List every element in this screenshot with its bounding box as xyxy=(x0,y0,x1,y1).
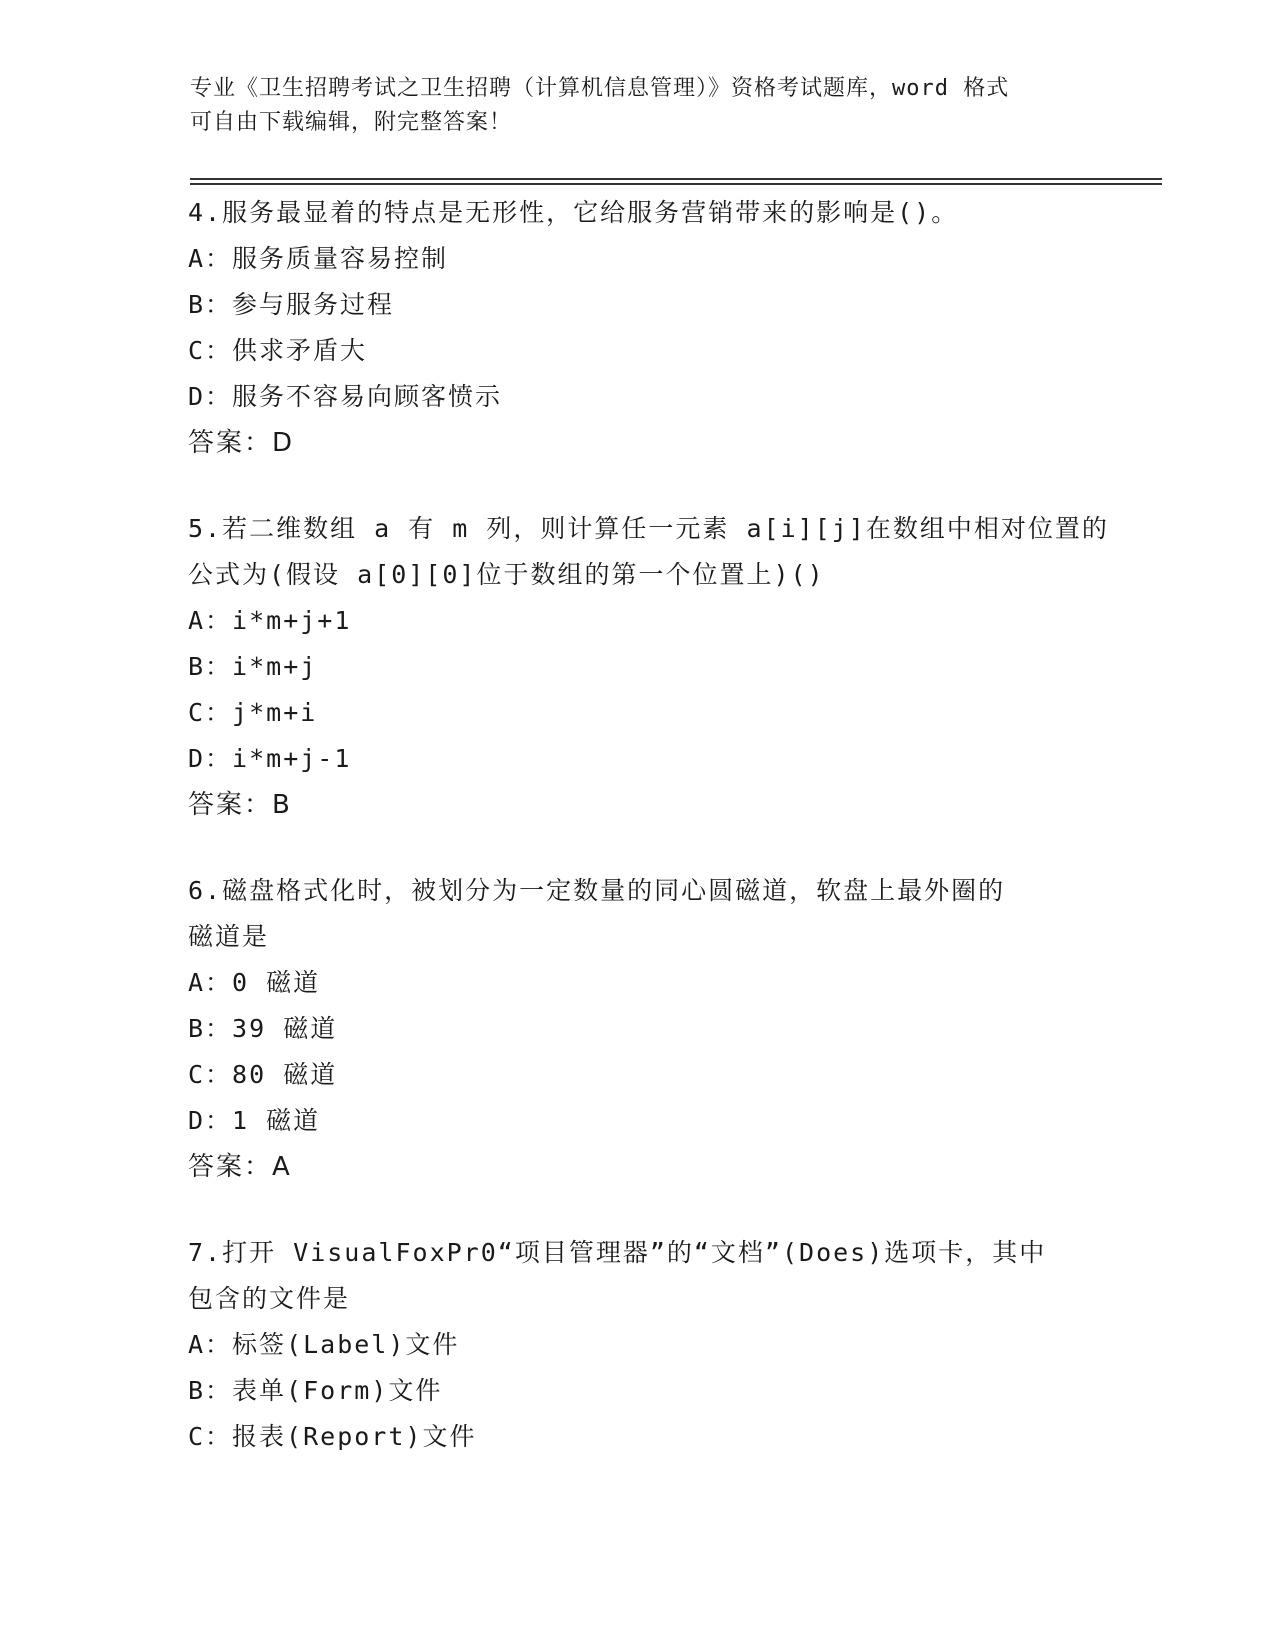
question-text: 6.磁盘格式化时，被划分为一定数量的同心圆磁道，软盘上最外圈的 xyxy=(188,876,1006,905)
option-b: B：表单(Form)文件 xyxy=(188,1376,443,1405)
option-a: A：0 磁道 xyxy=(188,968,321,997)
option-d: D：i*m+j-1 xyxy=(188,744,352,773)
question-6 xyxy=(188,868,1088,1190)
header-line-1: 专业《卫生招聘考试之卫生招聘（计算机信息管理）》资格考试题库，word 格式 xyxy=(190,76,1010,101)
option-d: D：服务不容易向顾客愤示 xyxy=(188,382,503,411)
option-c: C：j*m+i xyxy=(188,698,318,727)
question-text-continued: 磁道是 xyxy=(188,922,270,951)
option-a: A：服务质量容易控制 xyxy=(188,244,449,273)
header-line-2: 可自由下载编辑，附完整答案！ xyxy=(190,110,513,135)
question-list xyxy=(188,190,1109,1500)
option-b: B：参与服务过程 xyxy=(188,290,395,319)
question-text: 7.打开 VisualFoxPr0“项目管理器”的“文档”(Does)选项卡，其中 xyxy=(188,1238,1047,1267)
option-c: C：80 磁道 xyxy=(188,1060,338,1089)
option-b: B：39 磁道 xyxy=(188,1014,338,1043)
header-divider-bottom xyxy=(190,183,1162,185)
document-header xyxy=(190,72,1090,140)
option-a: A：标签(Label)文件 xyxy=(188,1330,460,1359)
question-text: 4.服务最显着的特点是无形性，它给服务营销带来的影响是()。 xyxy=(188,198,959,227)
option-c: C：供求矛盾大 xyxy=(188,336,368,365)
question-text: 5.若二维数组 a 有 m 列，则计算任一元素 a[i][j]在数组中相对位置的 xyxy=(188,514,1109,543)
question-4 xyxy=(188,190,1088,466)
option-a: A：i*m+j+1 xyxy=(188,606,352,635)
answer: 答案：A xyxy=(188,1152,292,1182)
option-c: C：报表(Report)文件 xyxy=(188,1422,477,1451)
question-5 xyxy=(188,506,1109,828)
header-divider-top xyxy=(190,178,1162,180)
answer: 答案：D xyxy=(188,428,295,458)
option-b: B：i*m+j xyxy=(188,652,318,681)
question-text-continued: 公式为(假设 a[0][0]位于数组的第一个位置上)() xyxy=(188,560,825,589)
question-7 xyxy=(188,1230,1088,1460)
option-d: D：1 磁道 xyxy=(188,1106,321,1135)
question-text-continued: 包含的文件是 xyxy=(188,1284,351,1313)
answer: 答案：B xyxy=(188,790,292,820)
